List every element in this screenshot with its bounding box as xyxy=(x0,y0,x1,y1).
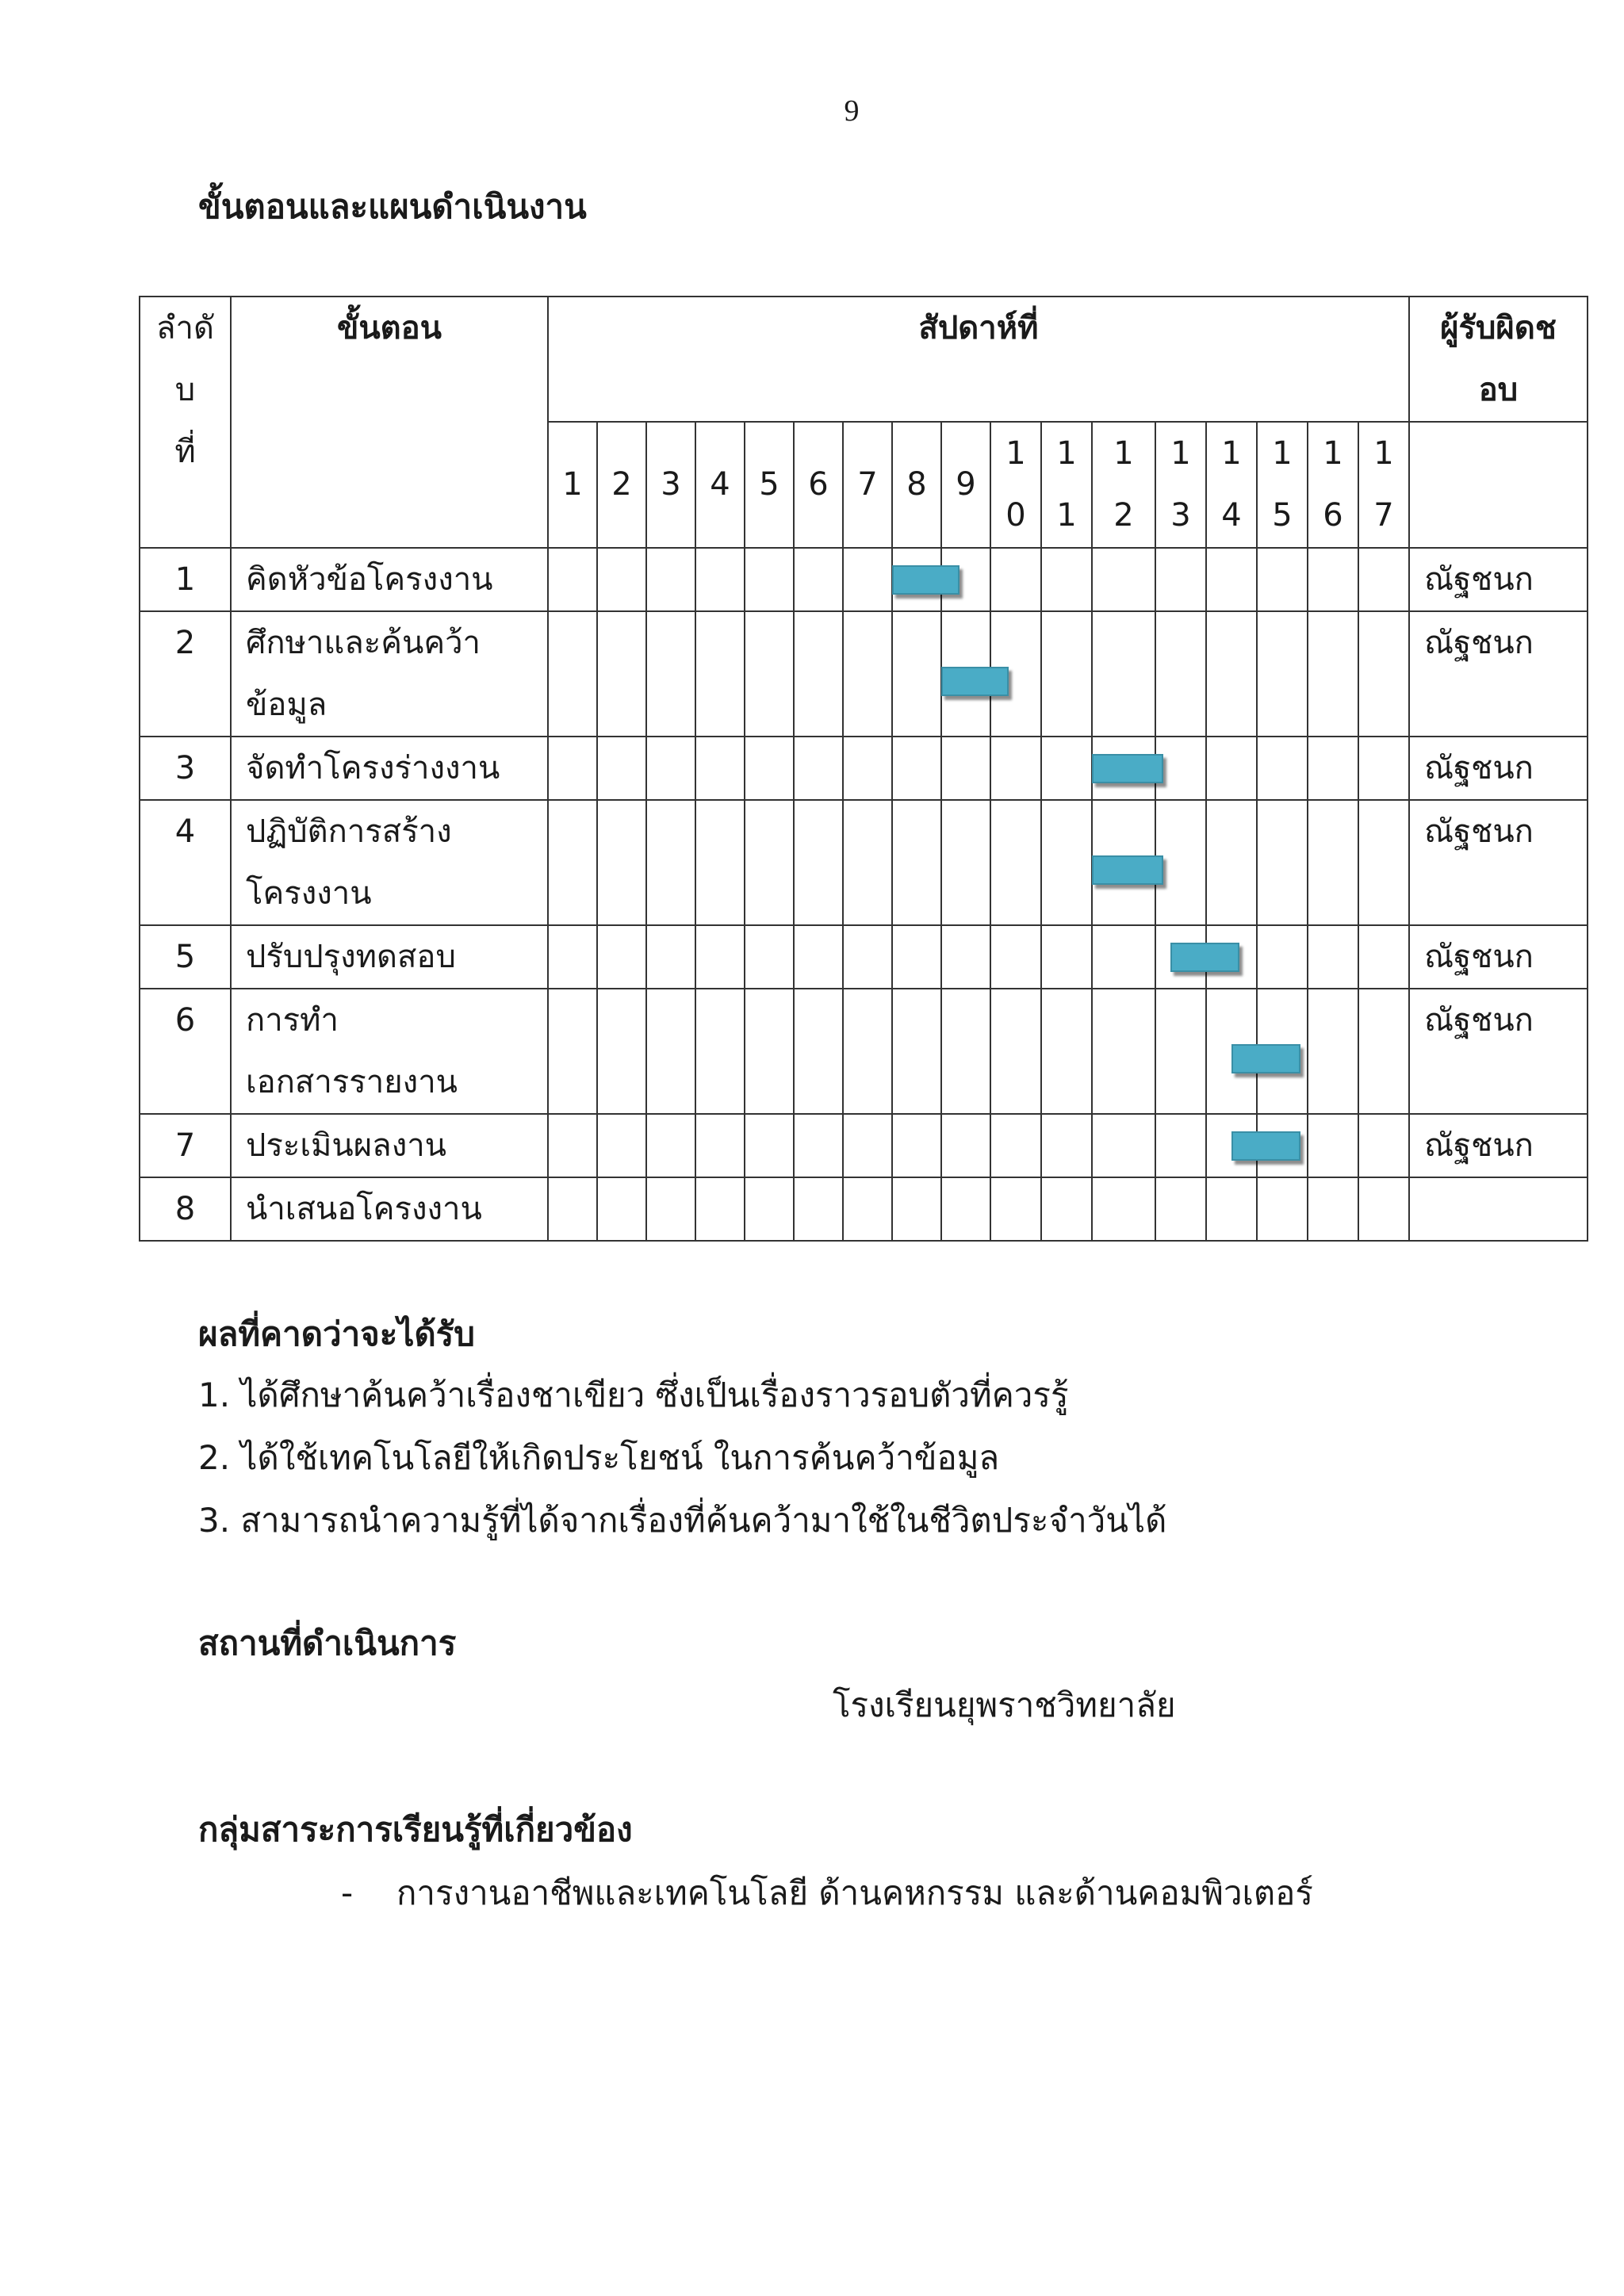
week-digit: 8 xyxy=(906,466,927,503)
week-cell xyxy=(1092,1177,1155,1241)
week-cell xyxy=(990,989,1041,1114)
week-cell xyxy=(1155,1177,1206,1241)
table-row xyxy=(140,925,1588,989)
expected-results-heading: ผลที่คาดว่าจะได้รับ xyxy=(198,1314,475,1353)
week-cell xyxy=(695,611,745,737)
table-row xyxy=(140,1177,1588,1241)
week-cell xyxy=(695,548,745,611)
page-number: 9 xyxy=(844,94,860,128)
row-owner xyxy=(1409,1177,1588,1241)
week-cell xyxy=(1257,1177,1308,1241)
week-cell xyxy=(1358,737,1409,800)
week-cell xyxy=(1358,800,1409,925)
week-cell xyxy=(597,989,646,1114)
week-digit: 1 xyxy=(562,466,583,503)
week-cell xyxy=(843,800,892,925)
week-cell xyxy=(892,800,941,925)
row-step-line: ปฏิบัติการสร้าง xyxy=(246,813,452,850)
week-cell xyxy=(1206,737,1257,800)
location-value: โรงเรียนยุพราชวิทยาลัย xyxy=(833,1686,1176,1724)
week-cell xyxy=(892,1177,941,1241)
gantt-bar xyxy=(941,667,1009,696)
gantt-bar xyxy=(1092,855,1163,885)
week-cell xyxy=(745,548,794,611)
week-cell xyxy=(1257,611,1308,737)
header-no-line2: บ xyxy=(174,372,196,408)
table-row xyxy=(140,611,1588,737)
week-digit: 7 xyxy=(857,466,878,503)
week-cell xyxy=(794,548,843,611)
row-step-line: ปรับปรุงทดสอบ xyxy=(246,939,456,975)
week-cell xyxy=(1041,925,1092,989)
week-digit: 5 xyxy=(1272,497,1293,534)
table-row xyxy=(140,800,1588,925)
row-owner: ณัฐชนก xyxy=(1409,737,1588,800)
week-cell xyxy=(646,737,695,800)
week-cell xyxy=(843,1177,892,1241)
row-owner: ณัฐชนก xyxy=(1409,800,1588,925)
week-cell xyxy=(646,611,695,737)
week-cell xyxy=(548,1114,597,1177)
week-cell xyxy=(1092,611,1155,737)
week-cell xyxy=(990,800,1041,925)
row-step-line: โครงงาน xyxy=(246,875,372,912)
row-step-line: ข้อมูล xyxy=(246,687,327,723)
week-cell xyxy=(941,989,990,1114)
week-digit: 2 xyxy=(1113,497,1134,534)
week-cell xyxy=(1308,925,1358,989)
row-step-line: เอกสารรายงาน xyxy=(246,1064,458,1100)
week-digit: 3 xyxy=(1170,497,1191,534)
week-cell xyxy=(1041,989,1092,1114)
week-cell xyxy=(745,925,794,989)
week-cell xyxy=(990,1114,1041,1177)
week-cell xyxy=(646,925,695,989)
gantt-bar xyxy=(1092,754,1163,783)
week-cell xyxy=(843,989,892,1114)
week-cell xyxy=(794,989,843,1114)
week-cell xyxy=(646,989,695,1114)
week-cell xyxy=(695,925,745,989)
week-cell xyxy=(548,737,597,800)
week-cell xyxy=(548,611,597,737)
row-number: 1 xyxy=(140,548,231,611)
header-step: ขั้นตอน xyxy=(231,297,548,548)
row-owner: ณัฐชนก xyxy=(1409,989,1588,1114)
week-cell xyxy=(646,800,695,925)
week-cell xyxy=(843,1114,892,1177)
week-cell xyxy=(597,611,646,737)
week-cell xyxy=(794,800,843,925)
week-digit: 6 xyxy=(808,466,829,503)
week-cell xyxy=(646,1177,695,1241)
row-number: 6 xyxy=(140,989,231,1114)
week-digit: 3 xyxy=(661,466,681,503)
week-digit: 4 xyxy=(710,466,730,503)
week-header-12 xyxy=(1092,422,1155,548)
week-cell xyxy=(745,1177,794,1241)
week-cell xyxy=(695,800,745,925)
week-cell xyxy=(1358,548,1409,611)
week-digit: 2 xyxy=(611,466,632,503)
gantt-bar xyxy=(892,565,959,595)
week-cell xyxy=(1308,1177,1358,1241)
week-cell xyxy=(843,611,892,737)
row-owner: ณัฐชนก xyxy=(1409,925,1588,989)
week-cell xyxy=(597,800,646,925)
week-cell xyxy=(1041,737,1092,800)
week-cell xyxy=(1358,1177,1409,1241)
week-cell xyxy=(1308,548,1358,611)
row-step-line: คิดหัวข้อโครงงาน xyxy=(246,561,493,598)
week-cell xyxy=(1206,611,1257,737)
week-cell xyxy=(892,989,941,1114)
week-cell xyxy=(892,611,941,737)
week-digit: 1 xyxy=(1056,497,1077,534)
week-cell xyxy=(892,925,941,989)
week-digit: 6 xyxy=(1323,497,1343,534)
row-step-line: ประเมินผลงาน xyxy=(246,1127,447,1164)
row-step-line: การทำ xyxy=(246,1002,339,1039)
week-cell xyxy=(843,925,892,989)
week-cell xyxy=(695,1177,745,1241)
expected-result-item: 2. ได้ใช้เทคโนโลยีให้เกิดประโยชน์ ในการค้นคว้าข้อมูล xyxy=(198,1438,1000,1477)
week-header-5 xyxy=(745,422,794,548)
week-cell xyxy=(1206,548,1257,611)
week-cell xyxy=(548,800,597,925)
row-owner: ณัฐชนก xyxy=(1409,1114,1588,1177)
header-owner xyxy=(1409,297,1588,422)
row-step-line: ศึกษาและค้นคว้า xyxy=(246,625,481,661)
week-cell xyxy=(597,1114,646,1177)
week-cell xyxy=(1155,989,1206,1114)
week-header-11 xyxy=(1041,422,1092,548)
subjects-item: การงานอาชีพและเทคโนโลยี ด้านคหกรรม และด้านคอมพิวเตอร์ xyxy=(396,1873,1313,1912)
week-cell xyxy=(794,1177,843,1241)
week-cell xyxy=(794,611,843,737)
week-cell xyxy=(1041,1177,1092,1241)
week-cell xyxy=(990,737,1041,800)
week-cell xyxy=(695,1114,745,1177)
week-cell xyxy=(794,737,843,800)
week-digit: 1 xyxy=(1272,435,1293,472)
week-cell xyxy=(990,548,1041,611)
header-weeks: สัปดาห์ที่ xyxy=(548,297,1409,422)
week-header-4 xyxy=(695,422,745,548)
week-cell xyxy=(1308,989,1358,1114)
row-step xyxy=(231,925,548,989)
week-cell xyxy=(794,925,843,989)
week-cell xyxy=(745,1114,794,1177)
week-cell xyxy=(646,1114,695,1177)
week-cell xyxy=(1041,800,1092,925)
subjects-dash: - xyxy=(341,1873,354,1912)
week-cell xyxy=(941,737,990,800)
week-header-13 xyxy=(1155,422,1206,548)
week-cell xyxy=(941,1114,990,1177)
week-header-7 xyxy=(843,422,892,548)
week-cell xyxy=(892,1114,941,1177)
week-cell xyxy=(548,989,597,1114)
week-cell xyxy=(745,989,794,1114)
week-cell xyxy=(990,925,1041,989)
row-step xyxy=(231,548,548,611)
table-row xyxy=(140,1114,1588,1177)
week-cell xyxy=(1358,1114,1409,1177)
week-digit: 1 xyxy=(1323,435,1343,472)
week-digit: 1 xyxy=(1221,435,1242,472)
row-number: 8 xyxy=(140,1177,231,1241)
row-step-line: นำเสนอโครงงาน xyxy=(246,1191,482,1227)
week-digit: 4 xyxy=(1221,497,1242,534)
row-number: 4 xyxy=(140,800,231,925)
row-number: 3 xyxy=(140,737,231,800)
week-cell xyxy=(1257,548,1308,611)
week-cell xyxy=(1155,548,1206,611)
week-digit: 9 xyxy=(956,466,976,503)
week-cell xyxy=(597,737,646,800)
week-cell xyxy=(1257,800,1308,925)
week-cell xyxy=(548,925,597,989)
week-cell xyxy=(548,1177,597,1241)
subjects-heading: กลุ่มสาระการเรียนรู้ที่เกี่ยวข้อง xyxy=(198,1810,633,1849)
row-step xyxy=(231,611,548,737)
week-header-17 xyxy=(1358,422,1409,548)
week-cell xyxy=(1206,1177,1257,1241)
header-no-line1: ลำดั xyxy=(156,310,214,346)
week-cell xyxy=(597,548,646,611)
week-cell xyxy=(1308,800,1358,925)
week-cell xyxy=(1308,737,1358,800)
week-cell xyxy=(941,925,990,989)
gantt-bar xyxy=(1231,1044,1300,1073)
week-cell xyxy=(745,611,794,737)
week-cell xyxy=(1092,989,1155,1114)
header-owner-line2: อบ xyxy=(1478,372,1519,408)
row-step-line: จัดทำโครงร่างงาน xyxy=(246,750,500,786)
week-cell xyxy=(548,548,597,611)
row-step xyxy=(231,989,548,1114)
week-cell xyxy=(1308,611,1358,737)
week-cell xyxy=(695,989,745,1114)
week-cell xyxy=(1358,611,1409,737)
row-step xyxy=(231,1114,548,1177)
row-number: 7 xyxy=(140,1114,231,1177)
week-header-10 xyxy=(990,422,1041,548)
table-row xyxy=(140,548,1588,611)
week-digit: 7 xyxy=(1373,497,1394,534)
plan-heading: ขั้นตอนและแผนดำเนินงาน xyxy=(198,187,587,226)
week-digit: 1 xyxy=(1056,435,1077,472)
week-cell xyxy=(1092,1114,1155,1177)
week-header-15 xyxy=(1257,422,1308,548)
week-cell xyxy=(1092,925,1155,989)
week-cell xyxy=(597,925,646,989)
week-digit: 1 xyxy=(1373,435,1394,472)
week-cell xyxy=(1092,548,1155,611)
row-number: 2 xyxy=(140,611,231,737)
header-owner-line1: ผู้รับผิดช xyxy=(1440,310,1557,346)
expected-result-item: 3. สามารถนำความรู้ที่ได้จากเรื่องที่ค้นคว้ามาใช้ในชีวิตประจำวันได้ xyxy=(198,1501,1167,1540)
week-cell xyxy=(843,737,892,800)
week-digit: 5 xyxy=(759,466,779,503)
week-cell xyxy=(1206,800,1257,925)
week-digit: 1 xyxy=(1170,435,1191,472)
gantt-bar xyxy=(1170,943,1239,972)
week-cell xyxy=(1358,989,1409,1114)
week-cell xyxy=(1041,1114,1092,1177)
week-cell xyxy=(695,737,745,800)
week-cell xyxy=(794,1114,843,1177)
table-row xyxy=(140,989,1588,1114)
week-cell xyxy=(941,1177,990,1241)
week-digit: 1 xyxy=(1005,435,1026,472)
week-cell xyxy=(1257,737,1308,800)
week-header-14 xyxy=(1206,422,1257,548)
week-header-1 xyxy=(548,422,597,548)
week-cell xyxy=(1308,1114,1358,1177)
week-digit: 1 xyxy=(1113,435,1134,472)
week-cell xyxy=(1041,548,1092,611)
row-owner: ณัฐชนก xyxy=(1409,611,1588,737)
row-step xyxy=(231,1177,548,1241)
location-heading: สถานที่ดำเนินการ xyxy=(198,1624,457,1663)
row-step xyxy=(231,800,548,925)
week-header-8 xyxy=(892,422,941,548)
week-cell xyxy=(745,737,794,800)
week-cell xyxy=(1155,1114,1206,1177)
week-digit: 0 xyxy=(1005,497,1026,534)
header-no-line3: ที่ xyxy=(174,434,196,470)
row-number: 5 xyxy=(140,925,231,989)
week-cell xyxy=(597,1177,646,1241)
row-step xyxy=(231,737,548,800)
expected-result-item: 1. ได้ศึกษาค้นคว้าเรื่องชาเขียว ซึ่งเป็นเรื่องราวรอบตัวที่ควรรู้ xyxy=(198,1376,1069,1414)
week-header-9 xyxy=(941,422,990,548)
week-cell xyxy=(745,800,794,925)
plan-table xyxy=(139,296,1588,1242)
gantt-bar xyxy=(1231,1131,1300,1161)
week-header-6 xyxy=(794,422,843,548)
week-header-16 xyxy=(1308,422,1358,548)
week-cell xyxy=(646,548,695,611)
week-cell xyxy=(1041,611,1092,737)
table-row xyxy=(140,737,1588,800)
week-cell xyxy=(990,1177,1041,1241)
week-cell xyxy=(941,800,990,925)
week-cell xyxy=(1155,611,1206,737)
week-header-2 xyxy=(597,422,646,548)
header-no xyxy=(140,297,231,548)
week-header-3 xyxy=(646,422,695,548)
week-cell xyxy=(1257,925,1308,989)
week-cell xyxy=(1358,925,1409,989)
subjects-item-line xyxy=(341,1867,1313,1919)
week-cell xyxy=(843,548,892,611)
week-cell xyxy=(892,737,941,800)
header-owner-empty xyxy=(1409,422,1588,548)
row-owner: ณัฐชนก xyxy=(1409,548,1588,611)
